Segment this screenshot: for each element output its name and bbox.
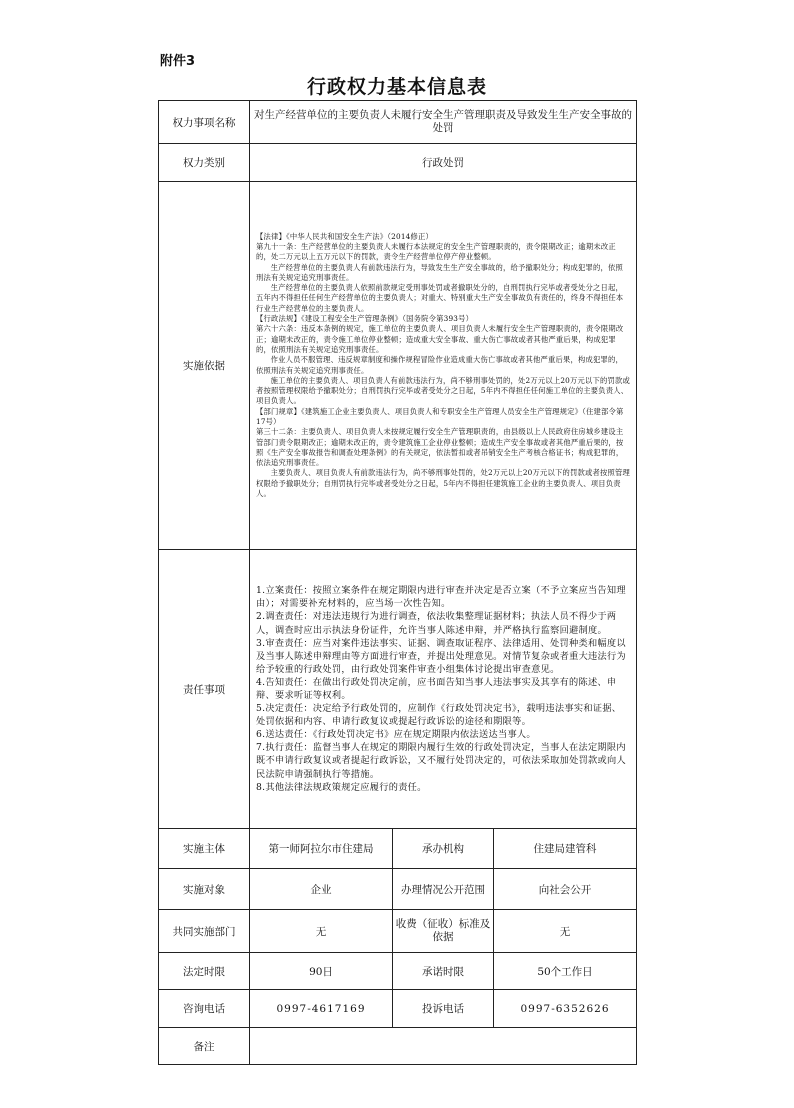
responsibility-item: 6.送达责任：《行政处罚决定书》应在规定期限内依法送达当事人。 xyxy=(256,729,536,741)
responsibility-item: 3.审查责任：应当对案件违法事实、证据、调查取证程序、法律适用、处罚种类和幅度以及当事人陈述申辩理由等方面进行审查，并提出处理意见。对情节复杂或者重大违法行为给予较重的行政处罚，由行政处罚案件审查小组集体讨论提出审查意见。 xyxy=(256,637,627,675)
responsibility-label: 责任事项 xyxy=(159,550,250,829)
basis-paragraph: 第九十一条：生产经营单位的主要负责人未履行本法规定的安全生产管理职责的，责令限期改正；逾期未改正的，处二万元以上五万元以下的罚款，责令生产经营单位停产停业整顿。 xyxy=(256,241,616,262)
basis-paragraph: 作业人员不服管理、违反规章制度和操作规程冒险作业造成重大伤亡事故或者其他严重后果，构成犯罪的，依照刑法有关规定追究刑事责任。 xyxy=(256,355,623,375)
basis-paragraph: 施工单位的主要负责人、项目负责人有前款违法行为，尚不够刑事处罚的，处2万元以上20万元以下的罚款或者按照管理权限给予撤职处分；自刑罚执行完毕或者受处分之日起，5年内不得担任任何施工单位的主要负责人、项目负责人。 xyxy=(256,375,630,406)
info-table xyxy=(158,100,637,1065)
responsibility-item: 5.决定责任：决定给予行政处罚的，应制作《行政处罚决定书》，载明违法事实和证据、处罚依据和内容、申请行政复议或提起行政诉讼的途径和期限等。 xyxy=(256,703,622,728)
row-basis xyxy=(159,182,637,550)
complaint-phone-value: 0997-6352626 xyxy=(494,990,637,1028)
disclosure-scope-label: 办理情况公开范围 xyxy=(393,869,494,910)
row-joint xyxy=(159,910,637,953)
category-label: 权力类别 xyxy=(159,144,250,182)
joint-dept-label: 共同实施部门 xyxy=(159,910,250,953)
basis-paragraph: 【部门规章】《建筑施工企业主要负责人、项目负责人和专职安全生产管理人员安全生产管理规定》（住建部令第17号） xyxy=(256,406,624,426)
consult-phone-value: 0997-4617169 xyxy=(250,990,393,1028)
item-name-label: 权力事项名称 xyxy=(159,101,250,144)
handling-office-value: 住建局建管科 xyxy=(494,829,637,869)
remarks-label: 备注 xyxy=(159,1028,250,1065)
category-value: 行政处罚 xyxy=(250,144,637,182)
basis-label: 实施依据 xyxy=(159,182,250,550)
legal-time-label: 法定时限 xyxy=(159,953,250,990)
row-remarks xyxy=(159,1028,637,1065)
basis-paragraph: 主要负责人、项目负责人有前款违法行为，尚不够刑事处罚的，处2万元以上20万元以下的罚款或者按照管理权限给予撤职处分；自刑罚执行完毕或者受处分之日起，5年内不得担任建筑施工企业的主要负责人、项目负责人。 xyxy=(256,468,630,499)
row-target xyxy=(159,869,637,910)
attachment-label: 附件3 xyxy=(160,54,196,69)
document-title: 行政权力基本信息表 xyxy=(306,76,487,98)
fee-standard-label: 收费（征收）标准及依据 xyxy=(393,910,494,953)
fee-standard-value: 无 xyxy=(494,910,637,953)
joint-dept-value: 无 xyxy=(250,910,393,953)
basis-paragraph: 第六十六条：违反本条例的规定，施工单位的主要负责人、项目负责人未履行安全生产管理职责的，责令限期改正；逾期未改正的，责令施工单位停业整顿；造成重大安全事故、重大伤亡事故或者其他严重后果，构成犯罪的，依照刑法有关规定追究刑事责任。 xyxy=(256,324,624,354)
responsibility-content xyxy=(250,550,637,829)
legal-time-value: 90日 xyxy=(250,953,393,990)
consult-phone-label: 咨询电话 xyxy=(159,990,250,1028)
basis-content xyxy=(250,182,637,550)
basis-paragraph: 第三十二条：主要负责人、项目负责人未按规定履行安全生产管理职责的，由县级以上人民政府住房城乡建设主管部门责令限期改正；逾期未改正的，责令建筑施工企业停业整顿；造成生产安全事故或者其他严重后果的，按照《生产安全事故报告和调查处理条例》的有关规定，依法暂扣或者吊销安全生产考核合格证书；构成犯罪的，依法追究刑事责任。 xyxy=(256,427,624,468)
subject-label: 实施主体 xyxy=(159,829,250,869)
target-label: 实施对象 xyxy=(159,869,250,910)
row-item-name xyxy=(159,101,637,144)
basis-paragraph: 【法律】《中华人民共和国安全生产法》（2014修正） xyxy=(256,231,433,241)
row-time-limit xyxy=(159,953,637,990)
subject-value: 第一师阿拉尔市住建局 xyxy=(250,829,393,869)
basis-paragraph: 【行政法规】《建设工程安全生产管理条例》（国务院令第393号） xyxy=(256,314,474,324)
row-category xyxy=(159,144,637,182)
responsibility-item: 4.告知责任：在做出行政处罚决定前，应书面告知当事人违法事实及其享有的陈述、申辩、要求听证等权利。 xyxy=(256,676,617,701)
promise-time-label: 承诺时限 xyxy=(393,953,494,990)
complaint-phone-label: 投诉电话 xyxy=(393,990,494,1028)
basis-paragraph: 生产经营单位的主要负责人依照前款规定受刑事处罚或者撤职处分的，自刑罚执行完毕或者受处分之日起，五年内不得担任任何生产经营单位的主要负责人；对重大、特别重大生产安全事故负有责任的，终身不得担任本行业生产经营单位的主要负责人。 xyxy=(256,283,624,313)
row-responsibility xyxy=(159,550,637,829)
basis-paragraph: 生产经营单位的主要负责人有前款违法行为，导致发生生产安全事故的，给予撤职处分；构成犯罪的，依照刑法有关规定追究刑事责任。 xyxy=(256,262,623,282)
responsibility-item: 8.其他法律法规政策规定应履行的责任。 xyxy=(256,781,427,793)
responsibility-item: 1.立案责任：按照立案条件在规定期限内进行审查并决定是否立案（不予立案应当告知理由）；对需要补充材料的，应当场一次性告知。 xyxy=(256,585,626,610)
item-name-value: 对生产经营单位的主要负责人未履行安全生产管理职责及导致发生生产安全事故的处罚 xyxy=(250,101,637,144)
row-phone xyxy=(159,990,637,1028)
remarks-value xyxy=(250,1028,637,1065)
responsibility-item: 7.执行责任：监督当事人在规定的期限内履行生效的行政处罚决定，当事人在法定期限内既不申请行政复议或者提起行政诉讼，又不履行处罚决定的，可依法采取加处罚款或向人民法院申请强制执行等措施。 xyxy=(256,742,627,780)
promise-time-value: 50个工作日 xyxy=(494,953,637,990)
target-value: 企业 xyxy=(250,869,393,910)
responsibility-item: 2.调查责任：对违法违规行为进行调查，依法收集整理证据材料；执法人员不得少于两人，调查时应出示执法身份证件，允许当事人陈述申辩，并严格执行监察回避制度。 xyxy=(256,611,617,636)
row-subject xyxy=(159,829,637,869)
handling-office-label: 承办机构 xyxy=(393,829,494,869)
disclosure-scope-value: 向社会公开 xyxy=(494,869,637,910)
